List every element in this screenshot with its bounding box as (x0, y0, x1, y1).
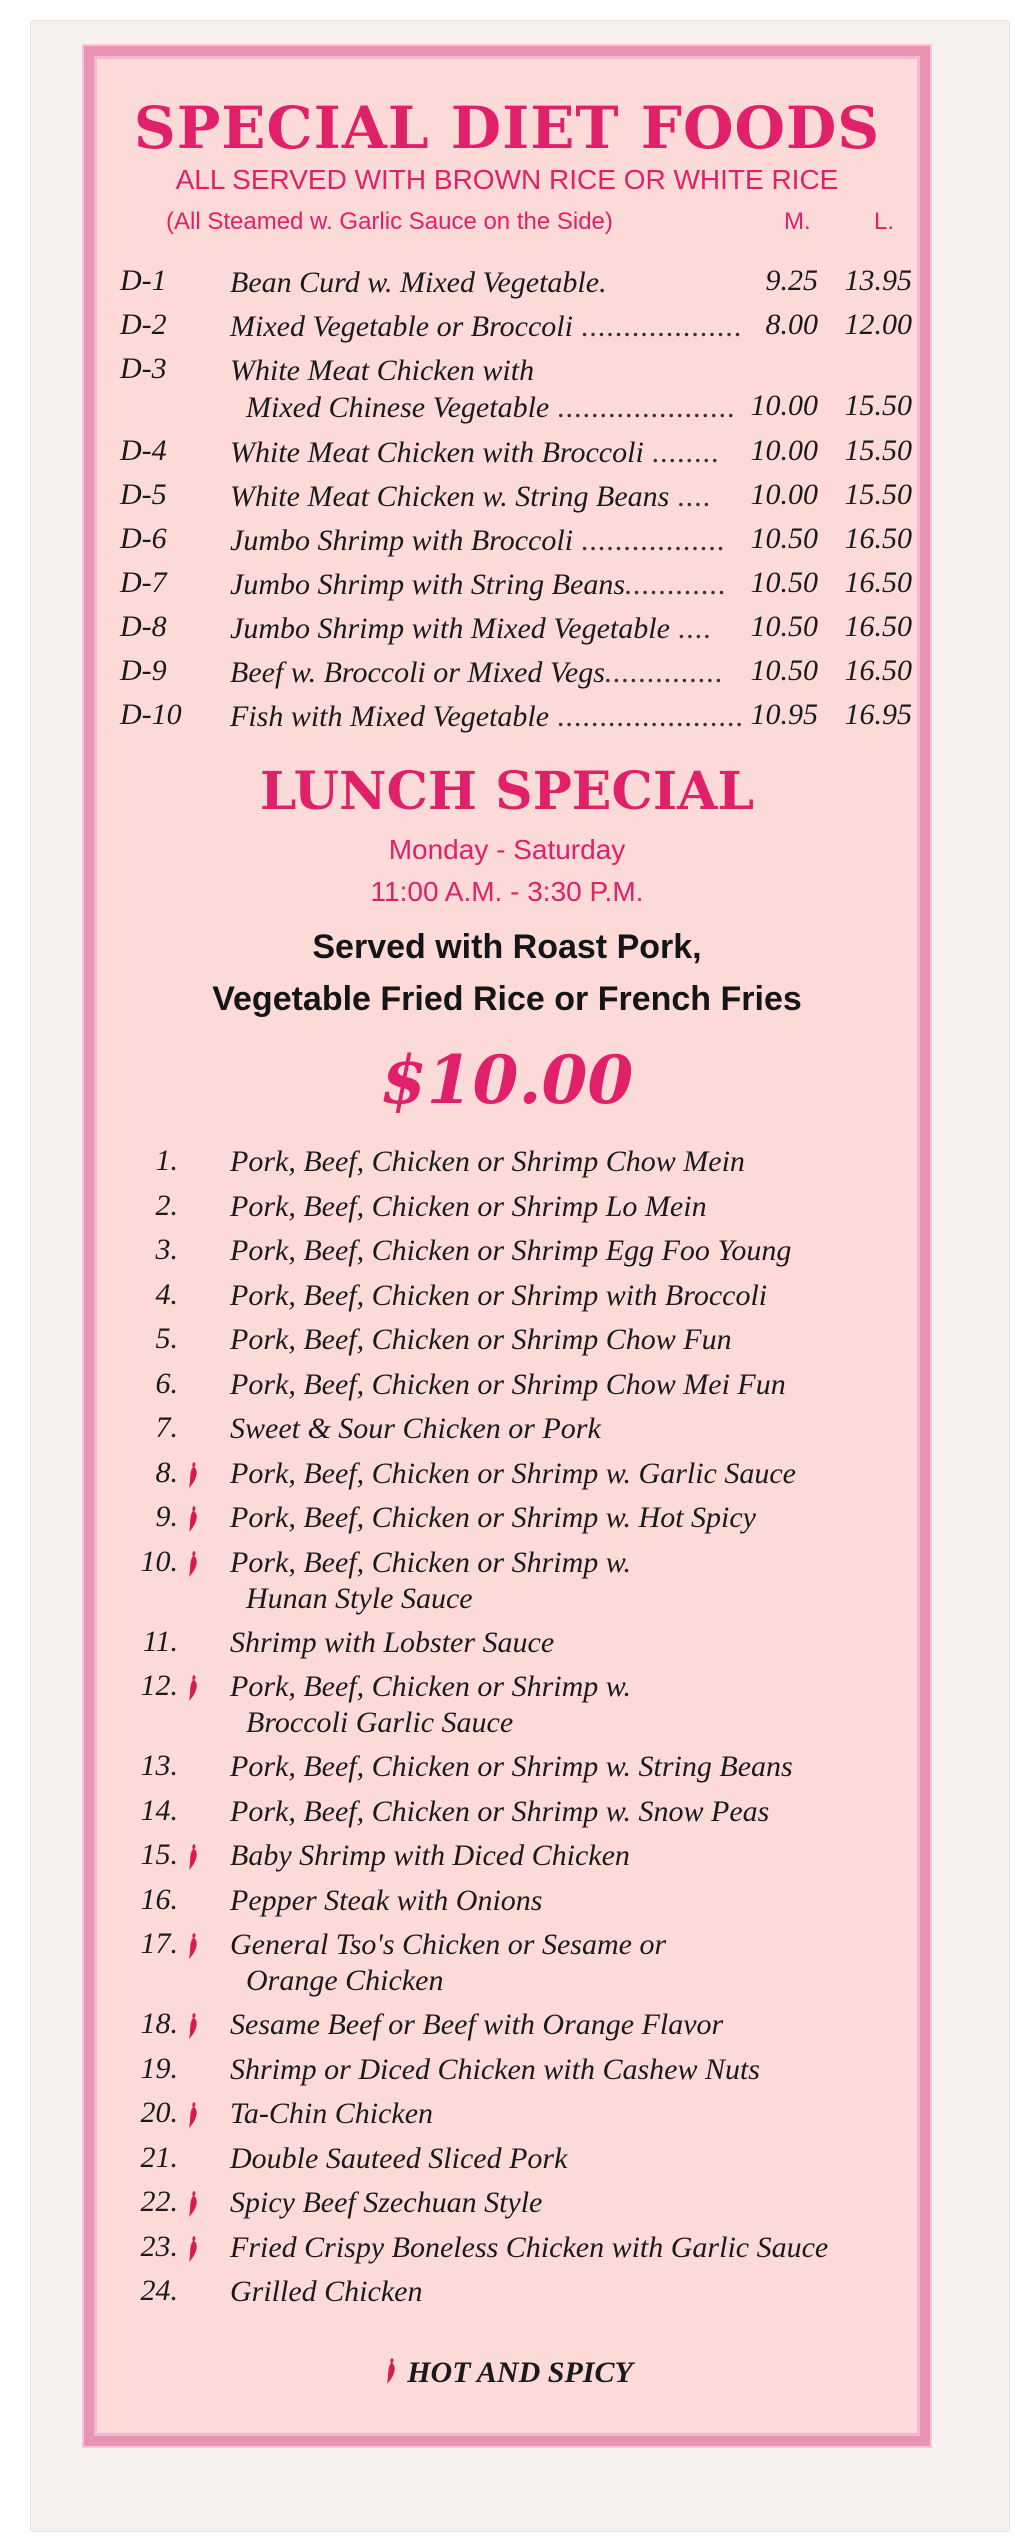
diet-item-code: D-4 (120, 434, 167, 467)
diet-item-name (230, 352, 770, 426)
lunch-item-name (230, 1189, 920, 1225)
lunch-item-name-text: Pork, Beef, Chicken or Shrimp Chow Mei Fun (230, 1367, 786, 1401)
diet-item-price-large: 16.50 (844, 566, 912, 599)
lunch-item-name (230, 1411, 920, 1447)
lunch-item-name (230, 2141, 920, 2177)
diet-item (120, 478, 920, 522)
lunch-item-number: 21. (140, 2140, 178, 2174)
lunch-item-number: 23. (140, 2229, 178, 2263)
diet-item-price-large: 12.00 (844, 308, 912, 341)
diet-item-price-medium: 10.50 (750, 610, 818, 643)
lunch-item-number: 22. (140, 2185, 178, 2218)
lunch-item (120, 1322, 920, 1367)
lunch-price: $10.00 (380, 1041, 634, 1119)
lunch-item-name-text: Pepper Steak with Onions (230, 1883, 543, 1917)
lunch-item-name (230, 1367, 920, 1403)
leader-dots: .............. (604, 656, 724, 689)
lunch-item-name-text: Sweet & Sour Chicken or Pork (230, 1412, 601, 1445)
chili-pepper-icon (182, 1931, 204, 1961)
lunch-item-name-text: Fried Crispy Boneless Chicken with Garlic Sauce (230, 2230, 829, 2264)
lunch-item-name-text: Pork, Beef, Chicken or Shrimp Lo Mein (230, 1189, 707, 1223)
lunch-item (120, 1367, 920, 1412)
lunch-item-name (230, 1794, 920, 1830)
lunch-item-name-line2: Orange Chicken (246, 1964, 444, 1997)
chili-pepper-icon (182, 2189, 204, 2219)
lunch-item (120, 1278, 920, 1323)
diet-subtitle: ALL SERVED WITH BROWN RICE OR WHITE RICE (175, 164, 839, 195)
leader-dots: ................... (572, 310, 743, 343)
lunch-item-number: 16. (140, 1882, 178, 1916)
lunch-item (120, 1883, 920, 1928)
leader-dots: ............ (625, 568, 727, 601)
lunch-item-number: 3. (155, 1233, 178, 1266)
diet-item-name (230, 566, 770, 603)
diet-item-name-text: Jumbo Shrimp with String Beans (230, 568, 625, 601)
hot-spicy-legend (94, 2356, 920, 2390)
diet-item-price-medium: 8.00 (765, 308, 818, 341)
leader-dots: ..................... (549, 391, 737, 424)
diet-item-code: D-10 (120, 698, 182, 731)
diet-note: (All Steamed w. Garlic Sauce on the Side) (166, 208, 613, 235)
lunch-item-name-text: Baby Shrimp with Diced Chicken (230, 1839, 630, 1872)
diet-item-price-medium: 10.50 (750, 654, 818, 687)
leader-dots: ................. (573, 524, 727, 557)
chili-pepper-icon (182, 1504, 204, 1534)
lunch-item (120, 2230, 920, 2275)
diet-title: SPECIAL DIET FOODS (133, 94, 881, 162)
diet-item (120, 522, 920, 566)
lunch-item-name-text: Pork, Beef, Chicken or Shrimp Chow Mein (230, 1145, 745, 1178)
lunch-item (120, 1411, 920, 1456)
diet-item-code: D-6 (120, 522, 167, 555)
diet-item-name-text: Mixed Vegetable or Broccoli (230, 310, 573, 343)
diet-item-name-text: White Meat Chicken with Broccoli (230, 436, 644, 469)
diet-item-price-large: 16.95 (844, 698, 912, 731)
lunch-item-number: 7. (155, 1411, 178, 1444)
diet-item-name (230, 522, 770, 559)
lunch-item-number: 5. (155, 1322, 178, 1355)
lunch-item-number: 15. (140, 1838, 178, 1871)
lunch-item-number: 24. (140, 2274, 178, 2307)
lunch-item (120, 1625, 920, 1670)
diet-menu-list (120, 264, 920, 742)
lunch-item-name-line2: Hunan Style Sauce (246, 1581, 473, 1615)
lunch-item-name (230, 1883, 920, 1919)
diet-item-name (230, 610, 770, 647)
lunch-item (120, 1456, 920, 1501)
lunch-item-number: 4. (155, 1277, 178, 1311)
chili-pepper-icon (182, 2234, 204, 2264)
diet-item (120, 698, 920, 742)
col-medium-header: M. (784, 208, 811, 235)
chili-pepper-icon (381, 2356, 401, 2386)
lunch-item (120, 1500, 920, 1545)
diet-item-code: D-9 (120, 654, 167, 687)
lunch-item (120, 2007, 920, 2052)
diet-item-price-medium: 10.95 (750, 698, 818, 731)
lunch-item-number: 1. (155, 1144, 178, 1177)
lunch-item-name (230, 1625, 920, 1661)
col-large-header: L. (874, 208, 895, 235)
lunch-item-number: 17. (140, 1927, 178, 1960)
diet-item-code: D-7 (120, 566, 167, 599)
diet-item-code: D-2 (120, 308, 167, 341)
lunch-item-name-text: Pork, Beef, Chicken or Shrimp Chow Fun (230, 1323, 732, 1356)
lunch-item-number: 20. (140, 2096, 178, 2129)
leader-dots: ...................... (549, 700, 745, 733)
lunch-item (120, 2185, 920, 2230)
diet-item-name-text: White Meat Chicken w. String Beans (230, 480, 670, 513)
diet-item-price-medium: 10.50 (750, 566, 818, 599)
lunch-item-number: 6. (155, 1366, 178, 1400)
lunch-item-name (230, 1545, 920, 1617)
lunch-item-name (230, 1500, 920, 1536)
lunch-item-number: 10. (140, 1544, 178, 1578)
menu-panel (84, 46, 930, 2446)
diet-item-name-text: Fish with Mixed Vegetable (230, 700, 550, 733)
diet-item-price-large: 16.50 (844, 654, 912, 687)
diet-item-price-medium: 9.25 (765, 264, 818, 297)
hot-spicy-label: HOT AND SPICY (407, 2356, 633, 2389)
lunch-item-number: 11. (142, 1624, 178, 1658)
lunch-item-number: 14. (140, 1793, 178, 1827)
lunch-item (120, 1189, 920, 1234)
lunch-item-name-text: Spicy Beef Szechuan Style (230, 2186, 543, 2219)
lunch-served-line2: Vegetable Fried Rice or French Fries (212, 980, 802, 1018)
lunch-item (120, 1794, 920, 1839)
lunch-item-name-text: Pork, Beef, Chicken or Shrimp with Broccoli (230, 1278, 768, 1312)
lunch-item (120, 1669, 920, 1749)
lunch-item (120, 1233, 920, 1278)
diet-item-price-medium: 10.00 (750, 434, 818, 467)
lunch-item (120, 1927, 920, 2007)
lunch-item-name-text: Sesame Beef or Beef with Orange Flavor (230, 2008, 724, 2041)
chili-pepper-icon (182, 2100, 204, 2130)
lunch-served-line1: Served with Roast Pork, (312, 928, 702, 966)
lunch-item-name-text: Pork, Beef, Chicken or Shrimp w. (230, 1545, 632, 1579)
lunch-item-name-text: Pork, Beef, Chicken or Shrimp w. (230, 1670, 632, 1703)
diet-item-name-text: Bean Curd w. Mixed Vegetable. (230, 266, 607, 299)
lunch-item-number: 13. (140, 1749, 178, 1782)
chili-pepper-icon (182, 1673, 204, 1703)
diet-item-name-text: Beef w. Broccoli or Mixed Vegs (230, 656, 605, 689)
lunch-item-name (230, 1669, 920, 1741)
lunch-item (120, 2052, 920, 2097)
diet-item-name-text: Jumbo Shrimp with Mixed Vegetable (230, 612, 670, 645)
diet-item-name (230, 434, 770, 471)
diet-item-name (230, 478, 770, 515)
lunch-item-name (230, 1144, 920, 1180)
leader-dots: .... (669, 480, 712, 513)
diet-item-name (230, 308, 770, 345)
chili-pepper-icon (182, 1460, 204, 1490)
lunch-item (120, 1749, 920, 1794)
leader-dots: .... (669, 612, 713, 645)
lunch-item-name-text: Shrimp with Lobster Sauce (230, 1625, 555, 1659)
diet-item-price-medium: 10.00 (750, 389, 818, 422)
lunch-item-name-text: Pork, Beef, Chicken or Shrimp w. Snow Peas (230, 1794, 770, 1828)
lunch-days: Monday - Saturday (388, 834, 626, 865)
lunch-item-name (230, 1456, 920, 1492)
diet-item (120, 352, 920, 434)
leader-dots: ........ (643, 436, 721, 469)
lunch-item-number: 18. (140, 2007, 178, 2040)
diet-item-price-large: 16.50 (844, 522, 912, 555)
lunch-item-number: 8. (155, 1455, 178, 1489)
lunch-item (120, 2141, 920, 2186)
diet-item-name-line2: Mixed Chinese Vegetable (246, 391, 550, 424)
diet-item (120, 654, 920, 698)
chili-pepper-icon (182, 2011, 204, 2041)
lunch-item (120, 2274, 920, 2319)
diet-item-code: D-5 (120, 478, 167, 511)
lunch-item-number: 9. (155, 1500, 178, 1533)
lunch-item-number: 12. (140, 1669, 178, 1702)
diet-item-code: D-1 (120, 264, 167, 297)
lunch-item-name-text: Double Sauteed Sliced Pork (230, 2141, 568, 2175)
diet-item-price-large: 15.50 (844, 389, 912, 422)
lunch-item-name (230, 2230, 920, 2266)
diet-item-name-text: Jumbo Shrimp with Broccoli (230, 524, 574, 557)
diet-item-price-large: 15.50 (844, 478, 912, 511)
lunch-item (120, 1545, 920, 1625)
diet-item-price-medium: 10.00 (750, 478, 818, 511)
lunch-title: LUNCH SPECIAL (259, 761, 755, 822)
lunch-item (120, 1838, 920, 1883)
lunch-item (120, 2096, 920, 2141)
diet-item (120, 566, 920, 610)
lunch-item-name-text: Grilled Chicken (230, 2275, 423, 2308)
diet-item (120, 264, 920, 308)
lunch-item-name-text: Pork, Beef, Chicken or Shrimp Egg Foo Young (230, 1234, 792, 1267)
lunch-item-name-text: Pork, Beef, Chicken or Shrimp w. Garlic Sauce (230, 1456, 796, 1490)
lunch-menu-list (120, 1144, 920, 2319)
lunch-item-name (230, 2185, 920, 2221)
lunch-item-name (230, 1749, 920, 1785)
diet-item (120, 308, 920, 352)
diet-item-code: D-3 (120, 352, 167, 385)
lunch-item-name (230, 2052, 920, 2088)
lunch-item-name (230, 1927, 920, 1999)
lunch-item-name (230, 2274, 920, 2310)
lunch-item-name-text: Shrimp or Diced Chicken with Cashew Nuts (230, 2052, 760, 2086)
lunch-item-name (230, 1322, 920, 1358)
lunch-item-name (230, 2007, 920, 2043)
diet-item (120, 434, 920, 478)
lunch-item-name-text: Pork, Beef, Chicken or Shrimp w. Hot Spicy (230, 1501, 756, 1534)
lunch-item-name-text: Pork, Beef, Chicken or Shrimp w. String Beans (230, 1750, 793, 1783)
diet-item-name (230, 698, 770, 735)
lunch-item (120, 1144, 920, 1189)
lunch-item-name-text: General Tso's Chicken or Sesame or (230, 1928, 667, 1961)
diet-item-name (230, 264, 770, 301)
lunch-item-name (230, 1278, 920, 1314)
lunch-item-name (230, 2096, 920, 2132)
lunch-item-name-line2: Broccoli Garlic Sauce (246, 1706, 514, 1739)
diet-item (120, 610, 920, 654)
lunch-hours: 11:00 A.M. - 3:30 P.M. (370, 876, 644, 907)
lunch-item-name (230, 1838, 920, 1874)
lunch-item-name (230, 1233, 920, 1269)
diet-item-name-text: White Meat Chicken with (230, 354, 535, 387)
lunch-item-name-text: Ta-Chin Chicken (230, 2097, 434, 2130)
diet-item-price-large: 15.50 (844, 434, 912, 467)
diet-item-price-large: 16.50 (844, 610, 912, 643)
diet-item-code: D-8 (120, 610, 167, 643)
chili-pepper-icon (182, 1842, 204, 1872)
diet-item-name (230, 654, 770, 691)
lunch-item-number: 2. (155, 1188, 178, 1222)
diet-item-price-large: 13.95 (844, 264, 912, 297)
diet-item-price-medium: 10.50 (750, 522, 818, 555)
lunch-item-number: 19. (140, 2051, 178, 2085)
chili-pepper-icon (182, 1549, 204, 1579)
